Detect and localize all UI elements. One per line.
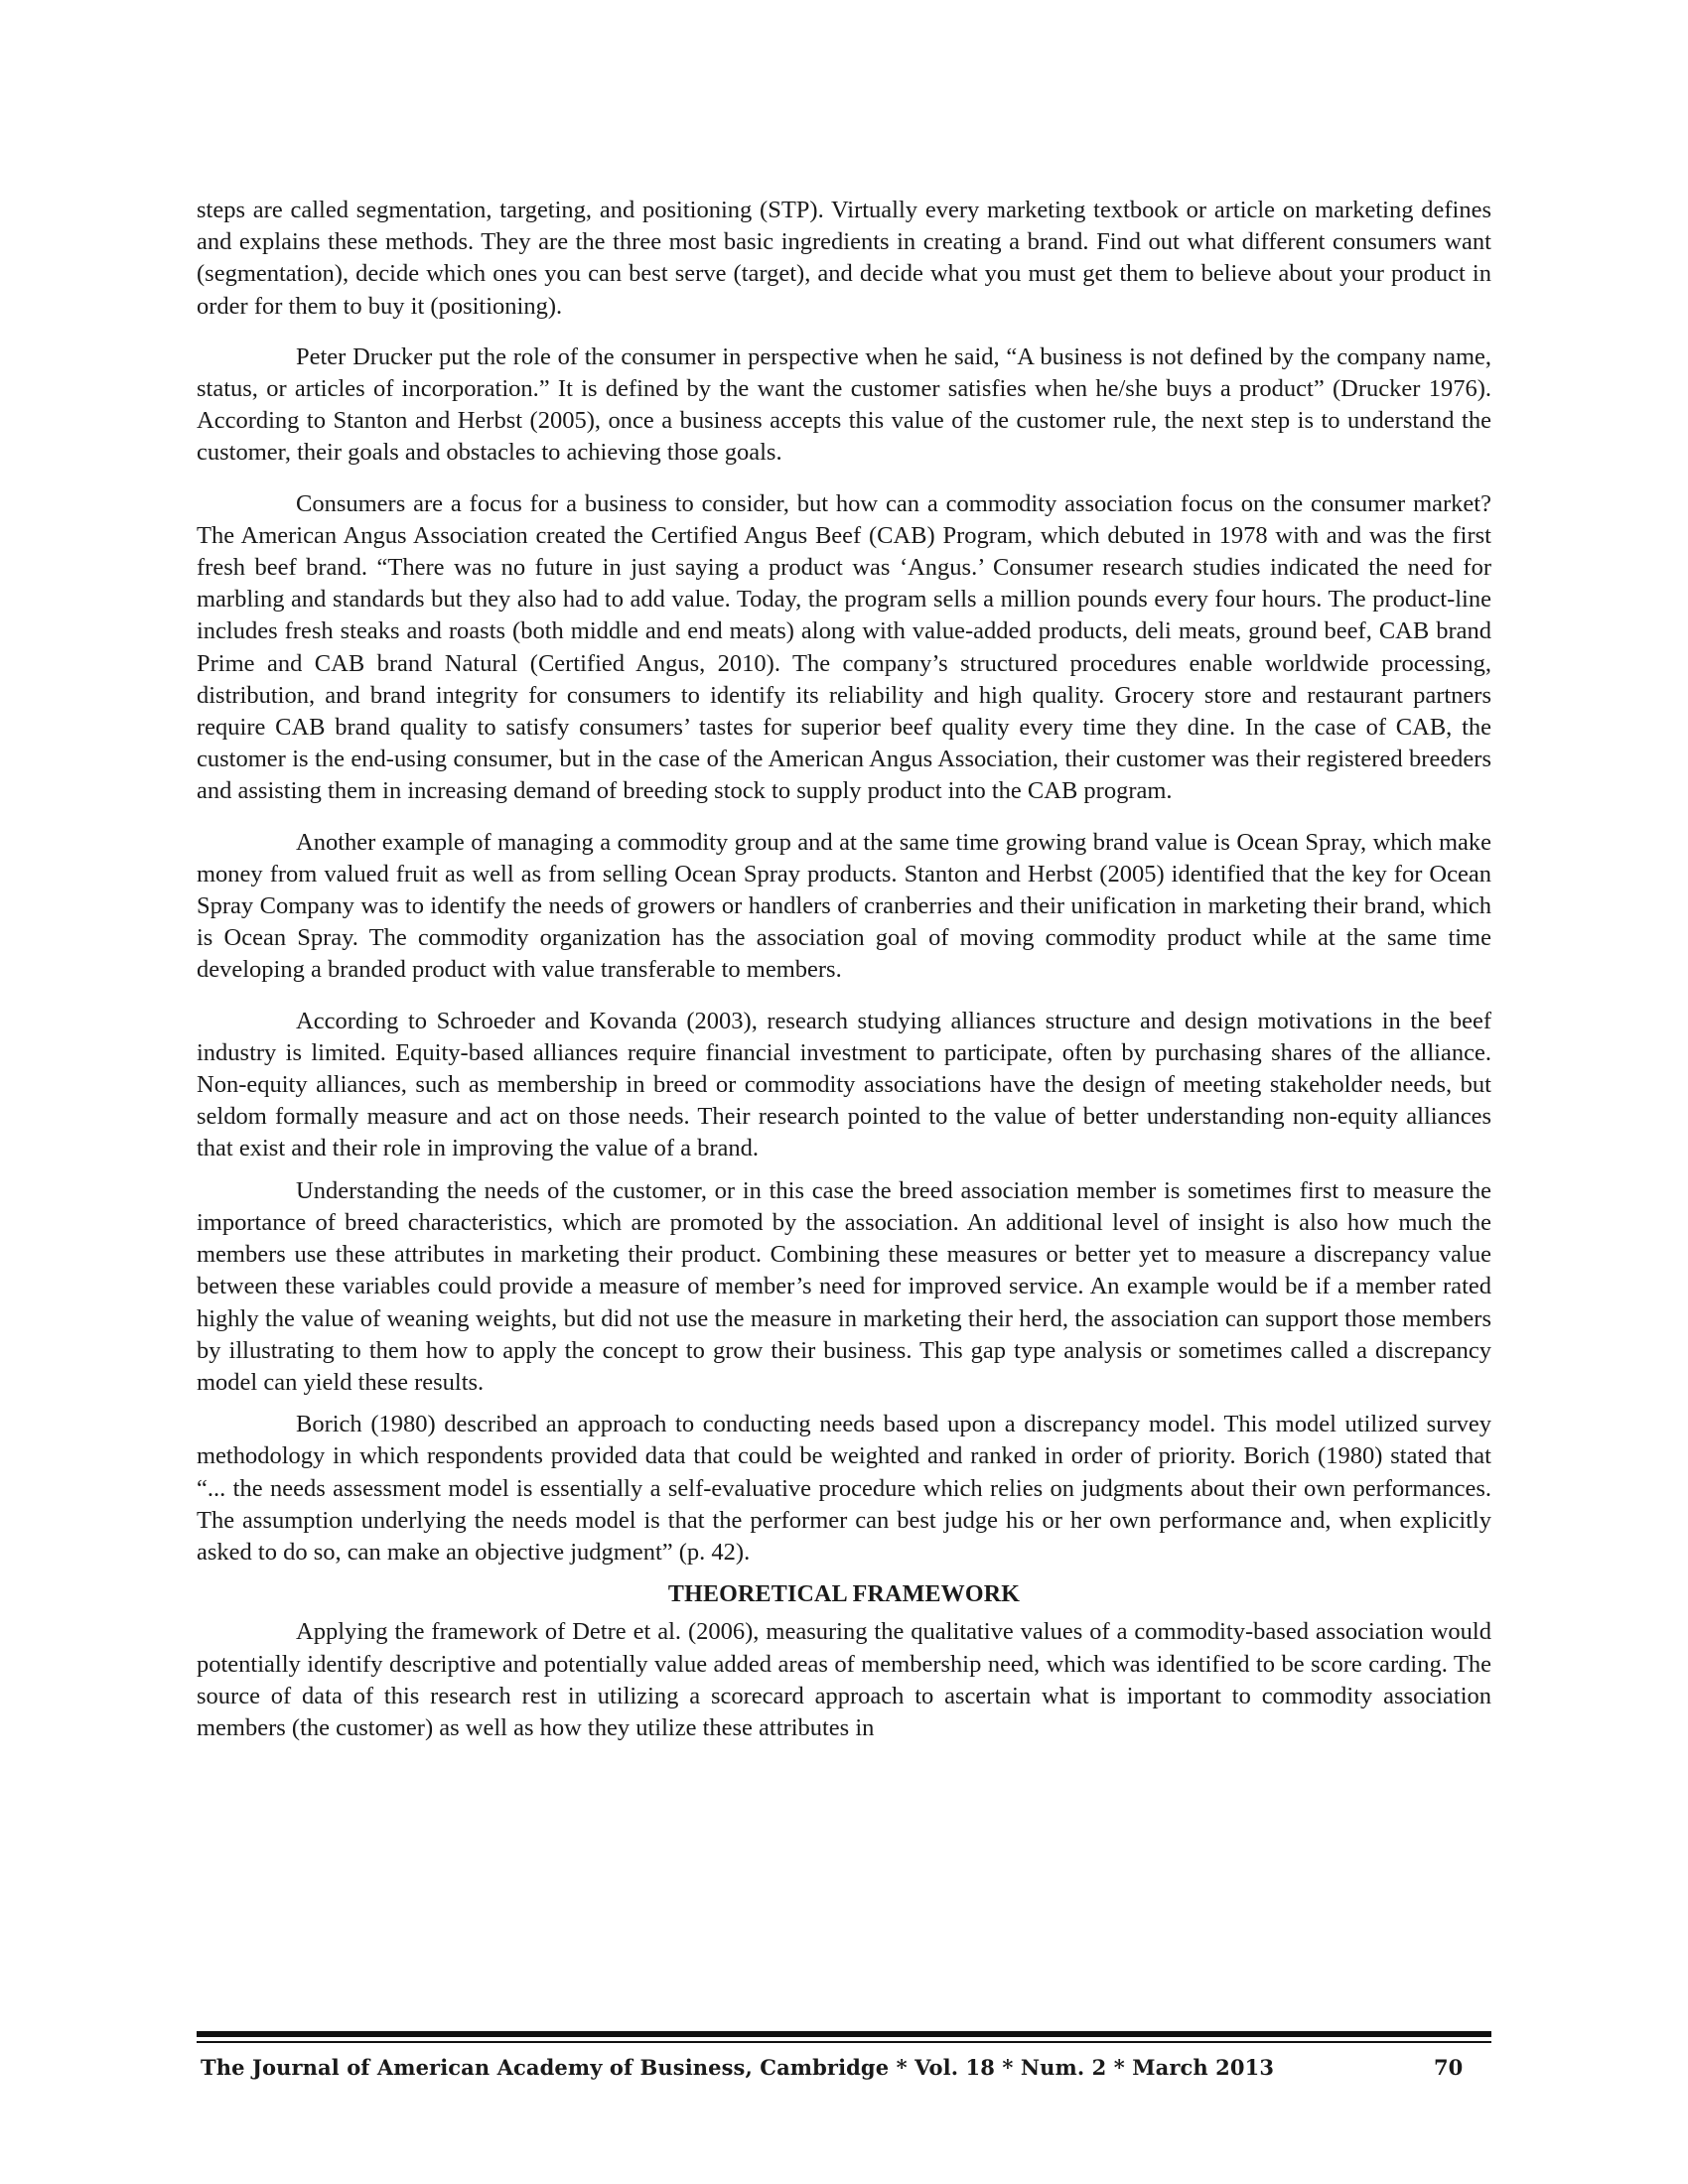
paragraph-framework: Applying the framework of Detre et al. (2006), measuring the qualitative values of a commodity-based association would potentially identify descriptive and potentially value added areas of membership need, which was identified to be score carding. The source of data of this research rest in utilizing a scorecard approach to ascertain what is important to commodity association members (the customer) as well as how they utilize these attributes in: [197, 1618, 1491, 1741]
footer-rule-thin: [197, 2041, 1491, 2043]
footer-rule-thick: [197, 2031, 1491, 2037]
paragraph-ocean-spray: Another example of managing a commodity group and at the same time growing brand value is Ocean Spray, which make money from valued fruit as well as from selling Ocean Spray products. Stanton and Herbst (2005) identified that the key for Ocean Spray Company was to identify the needs of growers or handlers of cranberries and their unification in marketing their brand, which is Ocean Spray. The commodity organization has the association goal of moving commodity product while at the same time developing a branded product with value transferable to members.: [197, 828, 1491, 984]
paragraph-drucker: Peter Drucker put the role of the consumer in perspective when he said, “A business is not defined by the company name, status, or articles of incorporation.” It is defined by the want the customer satisfies when he/she buys a product” (Drucker 1976). According to Stanton and Herbst (2005), once a business accepts this value of the customer rule, the next step is to understand the customer, their goals and obstacles to achieving those goals.: [197, 342, 1491, 467]
article-body: [197, 195, 1491, 1763]
page-number: 70: [1434, 2055, 1464, 2080]
paragraph-borich: Borich (1980) described an approach to conducting needs based upon a discrepancy model. This model utilized survey methodology in which respondents provided data that could be weighted and ranked in order of priority. Borich (1980) stated that “... the needs assessment model is essentially a self-evaluative procedure which relies on judgments about their own performances. The assumption underlying the needs model is that the performer can best judge his or her own performance and, when explicitly asked to do so, can make an objective judgment” (p. 42).: [197, 1411, 1491, 1566]
page-footer: [201, 2055, 1464, 2091]
journal-citation: The Journal of American Academy of Business, Cambridge * Vol. 18 * Num. 2 * March 2013: [201, 2055, 1275, 2080]
paragraph-cab: Consumers are a focus for a business to consider, but how can a commodity association focus on the consumer market? The American Angus Association created the Certified Angus Beef (CAB) Program, which debuted in 1978 with and was the first fresh beef brand. “There was no future in just saying a product was ‘Angus.’ Consumer research studies indicated the need for marbling and standards but they also had to add value. Today, the program sells a million pounds every four hours. The product-line includes fresh steaks and roasts (both middle and end meats) along with value-added products, deli meats, ground beef, CAB brand Prime and CAB brand Natural (Certified Angus, 2010). The company’s structured procedures enable worldwide processing, distribution, and brand integrity for consumers to identify its reliability and high quality. Grocery store and restaurant partners require CAB brand quality to satisfy consumers’ tastes for superior beef quality every time they dine. In the case of CAB, the customer is the end-using consumer, but in the case of the American Angus Association, their customer was their registered breeders and assisting them in increasing demand of breeding stock to supply product into the CAB program.: [197, 489, 1491, 805]
section-heading: THEORETICAL FRAMEWORK: [667, 1581, 1021, 1608]
paragraph-alliances: According to Schroeder and Kovanda (2003), research studying alliances structure and design motivations in the beef industry is limited. Equity-based alliances require financial investment to participate, often by purchasing shares of the alliance. Non-equity alliances, such as membership in breed or commodity associations have the design of meeting stakeholder needs, but seldom formally measure and act on those needs. Their research pointed to the value of better understanding non-equity alliances that exist and their role in improving the value of a brand.: [197, 1007, 1491, 1162]
paragraph-stp: steps are called segmentation, targeting, and positioning (STP). Virtually every marketing textbook or article on marketing defines and explains these methods. They are the three most basic ingredients in creating a brand. Find out what different consumers want (segmentation), decide which ones you can best serve (target), and decide what you must get them to believe about your product in order for them to buy it (positioning).: [197, 197, 1491, 320]
paragraph-member-needs: Understanding the needs of the customer, or in this case the breed association member is sometimes first to measure the importance of breed characteristics, which are promoted by the association. An additional level of insight is also how much the members use these attributes in marketing their product. Combining these measures or better yet to measure a discrepancy value between these variables could provide a measure of member’s need for improved service. An example would be if a member rated highly the value of weaning weights, but did not use the measure in marketing their herd, the association can support those members by illustrating to them how to apply the concept to grow their business. This gap type analysis or sometimes called a discrepancy model can yield these results.: [197, 1176, 1491, 1396]
